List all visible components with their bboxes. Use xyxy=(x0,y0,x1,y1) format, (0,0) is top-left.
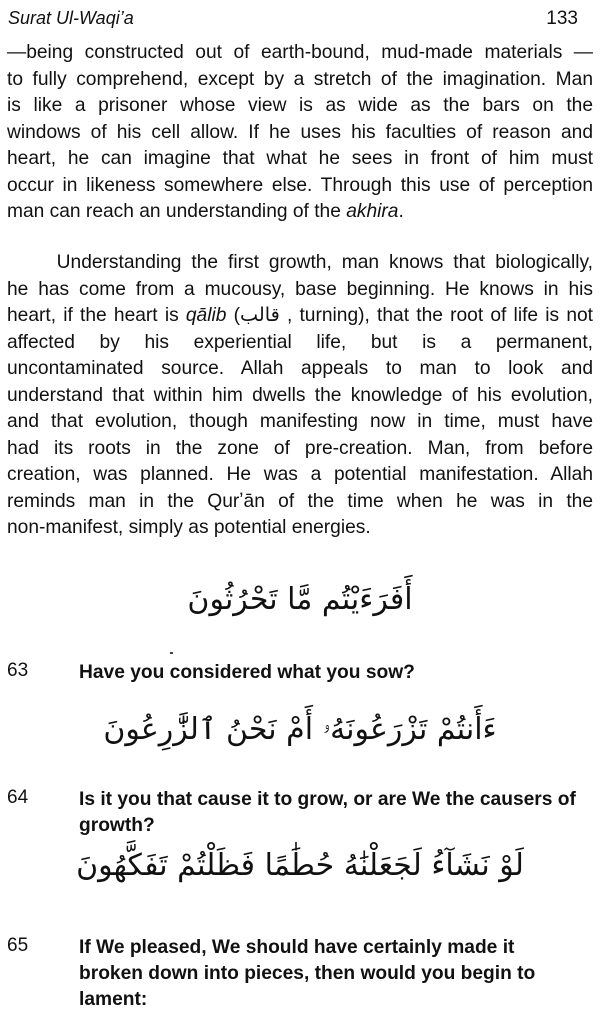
verse-number: 63 xyxy=(7,660,29,681)
running-title: Surat Ul-Waqi’a xyxy=(8,8,134,28)
arabic-verse-63: أَفَرَءَيْتُم مَّا تَحْرُثُونَ xyxy=(187,582,413,617)
text-line: understand that within him dwells the knowledge of his evolution, xyxy=(7,384,593,406)
paragraph-2 xyxy=(7,250,593,542)
verse-number: 65 xyxy=(7,935,29,956)
verse-number: 64 xyxy=(7,787,29,808)
print-speck xyxy=(170,652,173,654)
text-line xyxy=(7,303,593,330)
arabic-verse-64: ءَأَنتُمْ تَزْرَعُونَهُۥ أَمْ نَحْنُ ٱلزَّٰرِعُونَ xyxy=(103,712,497,747)
text-line: is like a prisoner whose view is as wide as the bars on the xyxy=(7,95,593,116)
text-run: (قالب , turning), that the root of life is not xyxy=(226,305,594,326)
text-run: man can reach an understanding of the xyxy=(7,201,347,222)
text-line: he has come from a mucousy, base beginning. He knows in his xyxy=(7,278,593,300)
text-line: Understanding the first growth, man knows that biologically, xyxy=(7,252,593,273)
text-line: and that evolution, though manifesting now in time, must have xyxy=(7,411,593,432)
text-line: non-manifest, simply as potential energies. xyxy=(7,517,371,538)
text-line: occur in likeness somewhere else. Through this use of perception xyxy=(7,174,593,196)
text-line: reminds man in the Qurʼān of the time when he was in the xyxy=(7,490,593,512)
text-line: windows of his cell allow. If he uses his faculties of reason and xyxy=(7,121,593,143)
text-line: —being constructed out of earth-bound, mud-made materials — xyxy=(7,42,593,63)
text-run: heart, if the heart is xyxy=(7,305,186,326)
text-line: heart, he can imagine that what he sees in front of him must xyxy=(7,148,593,169)
text-line: uncontaminated source. Allah appeals to man to look and xyxy=(7,358,593,379)
italic-term: akhira xyxy=(346,201,399,222)
paragraph-1 xyxy=(7,40,593,226)
arabic-verse-65: لَوْ نَشَآءُ لَجَعَلْنَٰهُ حُطَٰمًا فَظَلْتُمْ تَفَكَّهُونَ xyxy=(76,848,524,883)
verse-translation: If We pleased, We should have certainly made it broken down into pieces, then would you begin to lament: xyxy=(79,937,536,1010)
text-line: had its roots in the zone of pre-creation. Man, from before xyxy=(7,437,593,459)
text-line: affected by his experiential life, but is a permanent, xyxy=(7,331,593,353)
verse-translation: Is it you that cause it to grow, or are We the causers of growth? xyxy=(79,789,576,836)
text-line xyxy=(7,199,593,226)
text-run: . xyxy=(398,201,404,222)
page-number: 133 xyxy=(546,8,578,29)
page-header xyxy=(8,6,592,34)
text-line: creation, was planned. He was a potential manifestation. Allah xyxy=(7,464,593,485)
text-line: to fully comprehend, except by a stretch of the imagination. Man xyxy=(7,68,593,90)
italic-term: qālib xyxy=(185,305,227,326)
verse-translation: Have you considered what you sow? xyxy=(79,662,415,683)
